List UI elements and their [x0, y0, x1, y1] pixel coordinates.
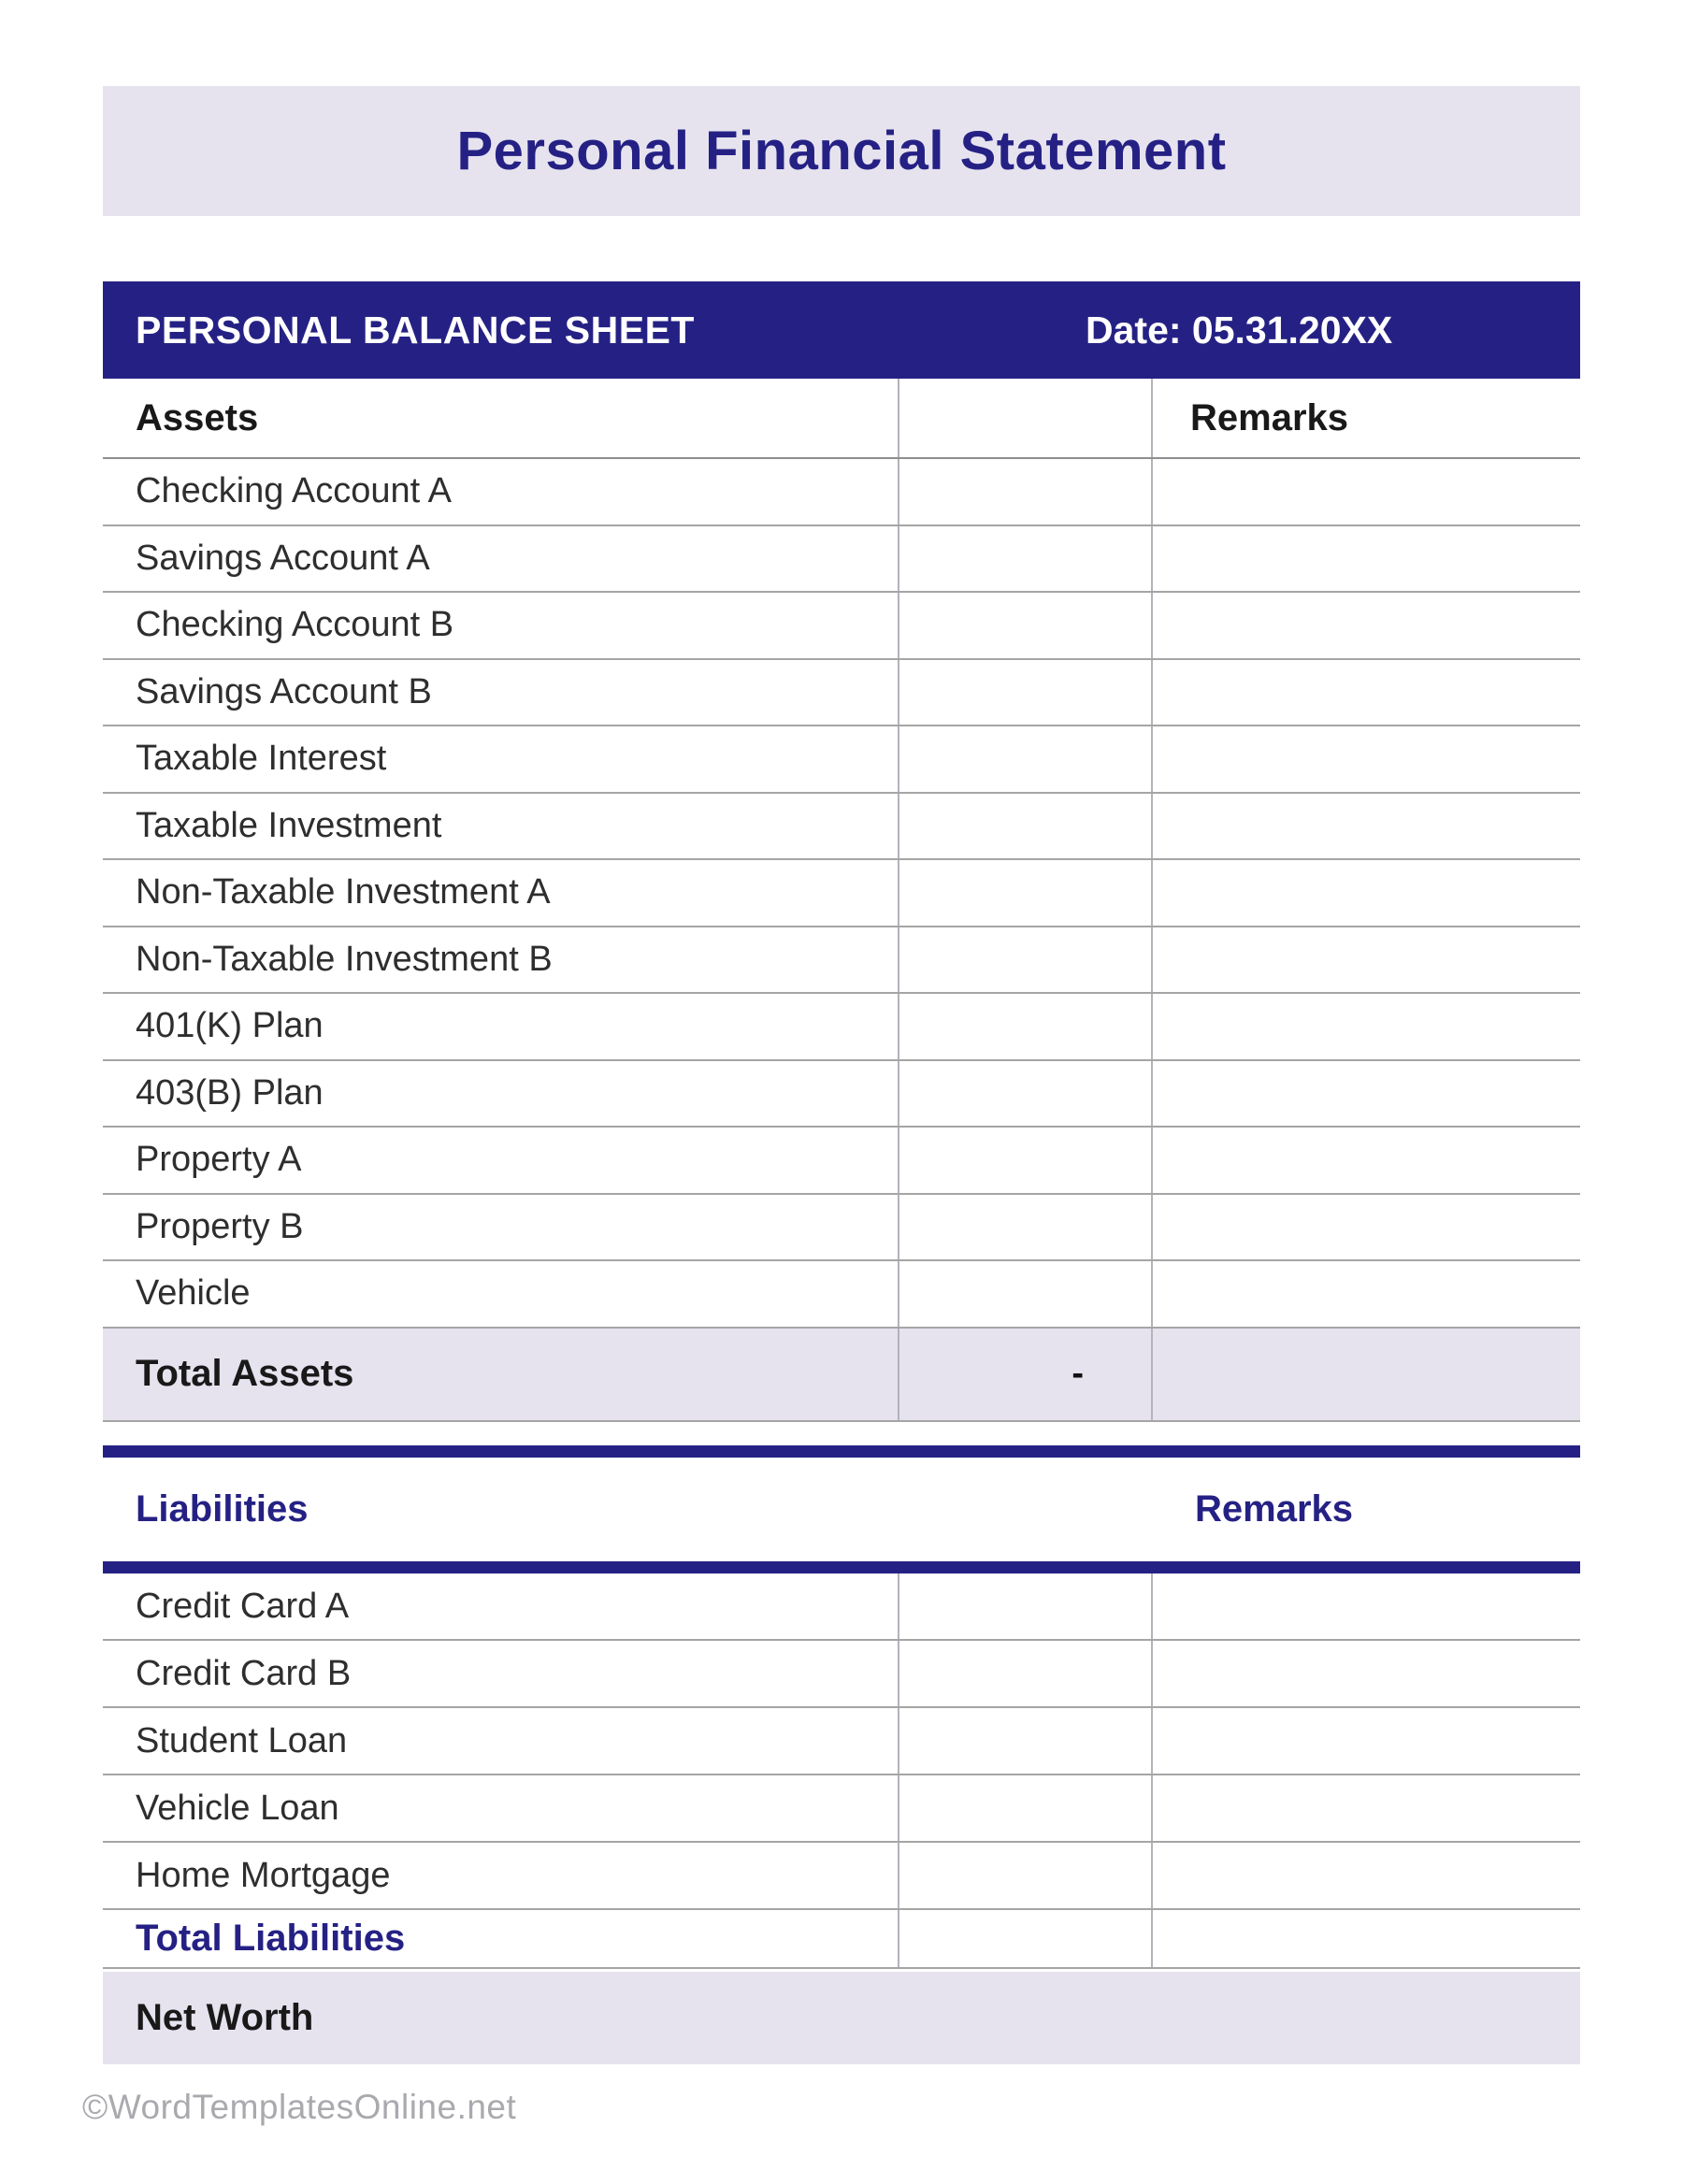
balance-sheet-banner — [103, 281, 1580, 379]
remarks-cell[interactable] — [1153, 1261, 1580, 1327]
amount-cell[interactable] — [898, 1261, 1153, 1327]
asset-label: Taxable Interest — [136, 739, 387, 779]
liabilities-table — [103, 1573, 1580, 1969]
table-row — [103, 1573, 1580, 1641]
amount-cell[interactable] — [898, 1128, 1153, 1193]
remarks-cell[interactable] — [1153, 1775, 1580, 1841]
asset-label: Non-Taxable Investment B — [136, 939, 553, 979]
asset-label: Taxable Investment — [136, 805, 442, 845]
table-row — [103, 593, 1580, 660]
table-row — [103, 794, 1580, 861]
amount-cell[interactable] — [898, 1843, 1153, 1908]
table-row — [103, 726, 1580, 794]
remarks-cell[interactable] — [1153, 1195, 1580, 1260]
amount-cell[interactable] — [898, 860, 1153, 926]
table-row — [103, 1708, 1580, 1775]
remarks-column-header: Remarks — [1190, 396, 1349, 438]
amount-column-header — [898, 379, 1153, 457]
net-worth-label: Net Worth — [136, 1997, 314, 2038]
remarks-cell[interactable] — [1153, 927, 1580, 993]
table-row — [103, 994, 1580, 1061]
liability-label: Student Loan — [136, 1720, 348, 1760]
remarks-cell[interactable] — [1153, 1128, 1580, 1193]
amount-cell[interactable] — [898, 1195, 1153, 1260]
section-divider-bottom — [103, 1561, 1580, 1573]
remarks-cell[interactable] — [1153, 860, 1580, 926]
table-row — [103, 860, 1580, 927]
total-assets-row — [103, 1329, 1580, 1422]
asset-label: Property B — [136, 1206, 304, 1246]
remarks-cell[interactable] — [1153, 994, 1580, 1059]
table-row — [103, 526, 1580, 594]
remarks-cell[interactable] — [1153, 593, 1580, 658]
table-row — [103, 1641, 1580, 1708]
table-row — [103, 1128, 1580, 1195]
remarks-cell[interactable] — [1153, 660, 1580, 726]
remarks-cell[interactable] — [1153, 1641, 1580, 1706]
table-row — [103, 660, 1580, 727]
table-row — [103, 1843, 1580, 1910]
asset-label: Non-Taxable Investment A — [136, 872, 551, 912]
table-row — [103, 459, 1580, 526]
page-title: Personal Financial Statement — [456, 121, 1227, 181]
asset-label: Checking Account A — [136, 471, 452, 511]
liabilities-header-row — [103, 1458, 1580, 1561]
asset-label: Property A — [136, 1140, 302, 1180]
amount-cell[interactable] — [898, 459, 1153, 524]
liabilities-remarks-header: Remarks — [1195, 1488, 1354, 1530]
asset-label: Savings Account A — [136, 538, 430, 578]
remarks-cell[interactable] — [1153, 1573, 1580, 1639]
table-row — [103, 1775, 1580, 1843]
table-row — [103, 927, 1580, 995]
total-assets-remarks — [1153, 1329, 1580, 1420]
asset-label: 401(K) Plan — [136, 1006, 324, 1046]
banner-title: PERSONAL BALANCE SHEET — [136, 308, 695, 352]
asset-label: Vehicle — [136, 1273, 251, 1314]
table-row — [103, 1195, 1580, 1262]
amount-cell[interactable] — [898, 1775, 1153, 1841]
table-row — [103, 1061, 1580, 1128]
total-liabilities-label: Total Liabilities — [136, 1918, 406, 1959]
amount-cell[interactable] — [898, 794, 1153, 859]
footer-credit: ©WordTemplatesOnline.net — [82, 2088, 517, 2126]
liability-label: Vehicle Loan — [136, 1788, 339, 1828]
total-liabilities-row — [103, 1910, 1580, 1969]
total-assets-amount: - — [898, 1329, 1153, 1420]
remarks-cell[interactable] — [1153, 1708, 1580, 1774]
asset-label: Checking Account B — [136, 605, 454, 645]
amount-cell[interactable] — [898, 726, 1153, 792]
table-row — [103, 1261, 1580, 1329]
total-assets-label: Total Assets — [136, 1353, 354, 1394]
remarks-cell[interactable] — [1153, 526, 1580, 592]
liability-label: Home Mortgage — [136, 1855, 391, 1895]
remarks-cell[interactable] — [1153, 459, 1580, 524]
assets-table — [103, 379, 1580, 1422]
section-divider-top — [103, 1445, 1580, 1458]
amount-cell[interactable] — [898, 526, 1153, 592]
remarks-cell[interactable] — [1153, 794, 1580, 859]
remarks-cell[interactable] — [1153, 726, 1580, 792]
liability-label: Credit Card A — [136, 1586, 350, 1626]
amount-cell[interactable] — [898, 994, 1153, 1059]
amount-cell[interactable] — [898, 1573, 1153, 1639]
amount-cell[interactable] — [898, 927, 1153, 993]
asset-label: Savings Account B — [136, 671, 432, 711]
total-liabilities-remarks[interactable] — [1153, 1910, 1580, 1967]
amount-cell[interactable] — [898, 660, 1153, 726]
title-banner — [103, 86, 1580, 216]
net-worth-row — [103, 1972, 1580, 2064]
asset-label: 403(B) Plan — [136, 1072, 324, 1113]
remarks-cell[interactable] — [1153, 1843, 1580, 1908]
amount-cell[interactable] — [898, 1061, 1153, 1127]
total-liabilities-amount[interactable] — [898, 1910, 1153, 1967]
remarks-cell[interactable] — [1153, 1061, 1580, 1127]
assets-column-header: Assets — [136, 396, 259, 438]
amount-cell[interactable] — [898, 593, 1153, 658]
amount-cell[interactable] — [898, 1641, 1153, 1706]
banner-date: Date: 05.31.20XX — [1086, 308, 1393, 352]
liability-label: Credit Card B — [136, 1653, 352, 1693]
assets-header-row — [103, 379, 1580, 459]
amount-cell[interactable] — [898, 1708, 1153, 1774]
liabilities-column-header: Liabilities — [136, 1488, 309, 1530]
